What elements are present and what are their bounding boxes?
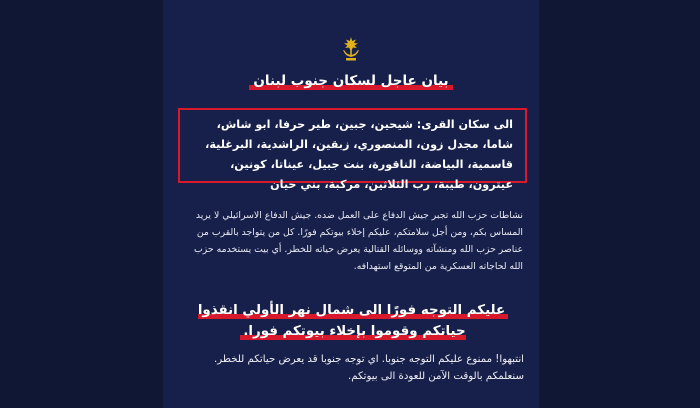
right-margin xyxy=(539,0,700,408)
left-margin xyxy=(0,0,163,408)
evacuation-warning-text: عليكم التوجه فورًا الى شمال نهر الأولي انقذوا حياتكم وقوموا بإخلاء بيوتكم فورا. xyxy=(198,303,508,340)
headline-container xyxy=(163,70,539,90)
notice-block xyxy=(178,351,524,385)
notice-line-2: سنعلمكم بالوقت الآمن للعودة الى بيوتكم. xyxy=(347,371,524,382)
explanation-paragraph: نشاطات حزب الله تجبر جيش الدفاع على العمل ضده. جيش الدفاع الاسرائيلي لا يريد المساس بكم، ومن أجل سلامتكم، عليكم إخلاء بيوتكم فورًا. كل من يتواجد بالقرب من عناصر حزب الله ومنشآته ووسائله القتالية يعرض حياته للخطر. أي بيت يستخدمه حزب الله لحاجاته العسكرية من المتوقع استهدافه. xyxy=(194,210,523,272)
villages-list-box: الى سكان القرى: شيحين، جبين، طير حرفا، ابو شاش، شاما، مجدل زون، المنصوري، زبقين، الراشدية، البرغلية، قاسمية، البياضة، الناقورة، بنت جبيل، عيناتا، كونين، عيترون، طيبة، رب الثلاثين، مركبة، بني حيان xyxy=(178,108,527,183)
idf-emblem-icon xyxy=(340,36,362,62)
headline: بيان عاجل لسكان جنوب لبنان xyxy=(249,73,452,90)
notice-line-1: انتبهوا! ممنوع عليكم التوجه جنوبا. اي توجه جنوبا قد يعرض حياتكم للخطر. xyxy=(214,354,524,365)
evacuation-warning xyxy=(178,300,528,342)
